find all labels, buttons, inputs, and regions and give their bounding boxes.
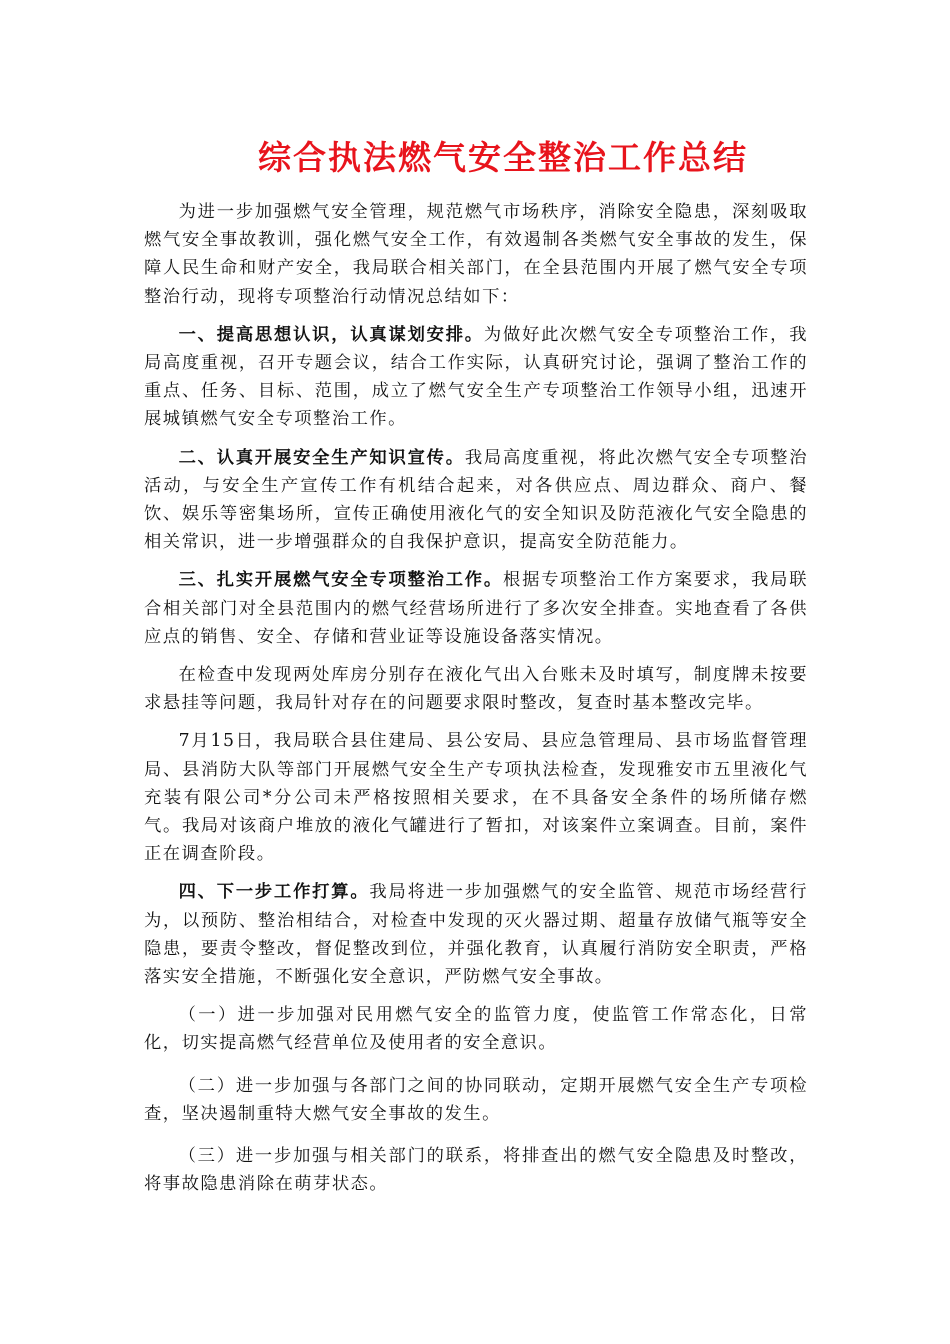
section-paragraph-2	[144, 444, 808, 557]
section-paragraph-3	[144, 566, 808, 651]
section-heading-3: 三、扎实开展燃气安全专项整治工作。	[178, 570, 503, 591]
inspection-paragraph: 在检查中发现两处库房分别存在液化气出入台账未及时填写，制度牌未按要求悬挂等问题，我局针对存在的问题要求限时整改，复查时基本整改完毕。	[144, 665, 808, 714]
section-heading-2: 二、认真开展安全生产知识宣传。	[178, 447, 465, 468]
section-paragraph-4	[144, 878, 808, 991]
section-paragraph-1	[144, 321, 808, 434]
section-body-3: 根据专项整治工作方案要求，我局联合相关部门对全县范围内的燃气经营场所进行了多次安全排查。实地查看了各供应点的销售、安全、存储和营业证等设施设备落实情况。	[144, 570, 808, 647]
section-heading-4: 四、下一步工作打算。	[178, 882, 370, 903]
subitem-2: （二）进一步加强与各部门之间的协同联动，定期开展燃气安全生产专项检查，坚决遏制重特大燃气安全事故的发生。	[144, 1075, 808, 1124]
section-body-2: 我局高度重视，将此次燃气安全专项整治活动，与安全生产宣传工作有机结合起来，对各供应点、周边群众、商户、餐饮、娱乐等密集场所，宣传正确使用液化气的安全知识及防范液化气安全隐患的相关常识，进一步增强群众的自我保护意识，提高安全防范能力。	[144, 447, 808, 553]
document-title: 综合执法燃气安全整治工作总结	[258, 138, 748, 177]
intro-paragraph: 为进一步加强燃气安全管理，规范燃气市场秩序，消除安全隐患，深刻吸取燃气安全事故教训，强化燃气安全工作，有效遏制各类燃气安全事故的发生，保障人民生命和财产安全，我局联合相关部门，在全县范围内开展了燃气安全专项整治行动，现将专项整治行动情况总结如下：	[144, 202, 808, 307]
document-page	[144, 128, 808, 1213]
section-body-4: 我局将进一步加强燃气的安全监管、规范市场经营行为，以预防、整治相结合，对检查中发现的灭火器过期、超量存放储气瓶等安全隐患，要责令整改，督促整改到位，并强化教育，认真履行消防安全职责，严格落实安全措施，不断强化安全意识，严防燃气安全事故。	[144, 882, 808, 988]
subitem-1: （一）进一步加强对民用燃气安全的监管力度，使监管工作常态化，日常化，切实提高燃气经营单位及使用者的安全意识。	[144, 1005, 808, 1054]
july-enforcement-paragraph: 7月15日，我局联合县住建局、县公安局、县应急管理局、县市场监督管理局、县消防大队等部门开展燃气安全生产专项执法检查，发现雅安市五里液化气充装有限公司*分公司未严格按照相关要求，在不具备安全条件的场所储存燃气。我局对该商户堆放的液化气罐进行了暂扣，对该案件立案调查。目前，案件正在调查阶段。	[144, 731, 808, 865]
subitem-3: （三）进一步加强与相关部门的联系，将排查出的燃气安全隐患及时整改，将事故隐患消除在萌芽状态。	[144, 1146, 808, 1195]
section-heading-1: 一、提高思想认识，认真谋划安排。	[178, 324, 484, 345]
section-body-1: 为做好此次燃气安全专项整治工作，我局高度重视，召开专题会议，结合工作实际，认真研究讨论，强调了整治工作的重点、任务、目标、范围，成立了燃气安全生产专项整治工作领导小组，迅速开展城镇燃气安全专项整治工作。	[144, 324, 808, 430]
